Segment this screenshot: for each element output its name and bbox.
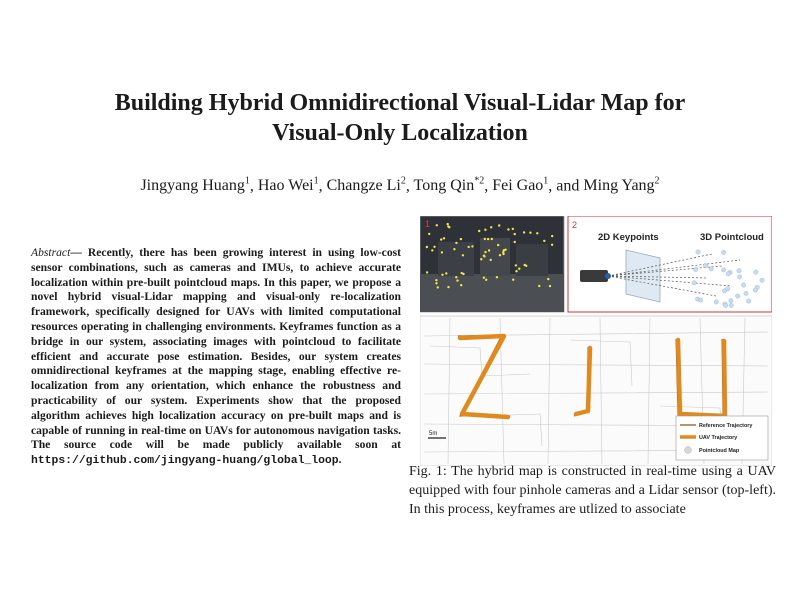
- keypoint: [485, 279, 487, 281]
- keypoint: [484, 229, 486, 231]
- author: Jingyang Huang$^1$: [140, 176, 250, 195]
- keypoint: [453, 248, 455, 250]
- cloud-point: [722, 250, 726, 254]
- cloud-point: [729, 298, 733, 302]
- panel-keypoint-pointcloud: [568, 216, 772, 312]
- keypoint: [460, 238, 462, 240]
- cloud-point: [721, 268, 725, 272]
- cloud-point: [744, 291, 748, 295]
- panel-camera-view: [420, 216, 564, 312]
- keypoint: [440, 238, 442, 240]
- keypoint: [471, 245, 473, 247]
- keypoints-label: 2D Keypoints: [598, 232, 659, 243]
- abstract-lead: Abstract: [31, 246, 71, 259]
- keypoint: [484, 238, 486, 240]
- keypoint: [488, 249, 490, 251]
- keypoint: [431, 249, 433, 251]
- keypoint: [447, 225, 449, 227]
- cloud-point: [723, 303, 727, 307]
- abstract-end: .: [338, 453, 342, 467]
- legend-pointcloud: Pointcloud Map: [699, 448, 740, 454]
- keypoint: [497, 244, 499, 246]
- keypoint: [428, 233, 430, 235]
- keypoint: [504, 249, 506, 251]
- keypoint: [518, 268, 520, 270]
- map-legend: [676, 416, 768, 460]
- figure-1-graphic: [420, 216, 772, 466]
- abstract: [31, 246, 401, 469]
- author: Hao Wei$^1$: [257, 176, 319, 195]
- cloud-point: [726, 287, 730, 291]
- svg-text:5m: 5m: [429, 431, 438, 437]
- cloud-point: [736, 294, 740, 298]
- source-code-link[interactable]: https://github.com/jingyang-huang/global_loop: [31, 455, 339, 468]
- keypoint: [483, 277, 485, 279]
- keypoint: [551, 235, 553, 237]
- keypoint: [491, 238, 493, 240]
- cloud-point: [760, 278, 764, 282]
- abstract-body: — Recently, there has been growing interest in using low-cost sensor combinations, such as cameras and IMUs, to achieve accurate localization within pre-built pointcloud maps. In this paper, we propose a novel hybrid visual-Lidar mapping and visual-only re-localization framework, specifically designed for UAVs with limited computational resources operating in challenging environments. Keyframes function as a bridge in our system, associating images with pointcloud to facilitate efficient and accurate pose estimation. Besides, our system creates omnidirectional keyframes at the mapping stage, enabling effective re-localization from any orientation, which enhance the robustness and practicability of our system. Experiments show that the proposed algorithm achieves high localization accuracy on pre-built maps and is capable of running in real-time on UAVs for autonomous navigation tasks. The source code will be made publicly available soon at: [31, 246, 401, 452]
- keypoint: [515, 270, 517, 272]
- cloud-point: [696, 250, 700, 254]
- keypoint: [498, 224, 500, 226]
- panel-1-label: 1: [425, 219, 431, 229]
- cloud-point: [729, 303, 733, 307]
- pointcloud-label: 3D Pointcloud: [700, 232, 764, 243]
- keypoint: [435, 279, 437, 281]
- keypoint: [455, 276, 457, 278]
- keypoint: [514, 233, 516, 235]
- keypoint: [447, 286, 449, 288]
- legend-uav: UAV Trajectory: [699, 435, 738, 441]
- figure-1: [420, 216, 772, 466]
- keypoint: [523, 231, 525, 233]
- keypoint: [443, 237, 445, 239]
- cloud-point: [753, 288, 757, 292]
- keypoint: [483, 255, 485, 257]
- keypoint: [487, 238, 489, 240]
- author: Ming Yang$^2$: [583, 176, 660, 195]
- keypoint: [536, 232, 538, 234]
- figure-caption: Fig. 1: The hybrid map is constructed in real-time using a UAV equipped with four pinhole cameras and a Lidar sensor (top-left). In this process, keyframes are utlized to associate: [409, 464, 776, 517]
- cloud-point: [692, 281, 696, 285]
- keypoint: [484, 251, 486, 253]
- keypoint: [426, 246, 428, 248]
- keypoint: [441, 251, 443, 253]
- keypoint: [547, 278, 549, 280]
- camera-icon: [580, 270, 608, 282]
- keypoint: [512, 279, 514, 281]
- keypoint: [490, 259, 492, 261]
- keypoint: [515, 264, 517, 266]
- keypoint: [512, 228, 514, 230]
- cloud-point: [694, 267, 698, 271]
- author: Changze Li$^2$: [326, 176, 406, 195]
- cloud-point: [738, 275, 742, 279]
- keypoint: [433, 246, 435, 248]
- keypoint: [478, 230, 480, 232]
- keypoint: [445, 272, 447, 274]
- keypoint: [436, 224, 438, 226]
- keypoint: [549, 285, 551, 287]
- keypoint: [447, 223, 449, 225]
- keypoint: [551, 244, 553, 246]
- cloud-point: [714, 300, 718, 304]
- keypoint: [462, 254, 464, 256]
- keypoint: [426, 271, 428, 273]
- keypoint: [538, 285, 540, 287]
- keypoint: [529, 232, 531, 234]
- keypoint: [490, 226, 492, 228]
- keypoint: [524, 264, 526, 266]
- cloud-point: [741, 283, 745, 287]
- author: Fei Gao$^1$: [492, 176, 549, 195]
- keypoint: [461, 272, 463, 274]
- keypoint: [507, 228, 509, 230]
- keypoint: [502, 253, 504, 255]
- keypoint: [496, 276, 498, 278]
- keypoint: [441, 274, 443, 276]
- title-line-2: Visual-Only Localization: [272, 120, 528, 146]
- author-list: Jingyang Huang$^1$, Hao Wei$^1$, Changze Li$^2$, Tong Qin$^{*2}$, Fei Gao$^1$, and Ming Yang$^2$: [140, 176, 660, 195]
- keypoint: [468, 246, 470, 248]
- paper-title: [40, 88, 760, 148]
- keypoint: [435, 282, 437, 284]
- legend-reference: Reference Trajectory: [699, 423, 753, 429]
- cloud-point: [703, 263, 707, 267]
- keypoint: [437, 286, 439, 288]
- title-line-1: Building Hybrid Omnidirectional Visual-Lidar Map for: [114, 90, 686, 116]
- panel-trajectory-map: [420, 316, 772, 466]
- keypoint: [455, 242, 457, 244]
- keypoint: [456, 279, 458, 281]
- cloud-point: [709, 267, 713, 271]
- cloud-point: [747, 299, 751, 303]
- cloud-point: [726, 272, 730, 276]
- keypoint: [514, 241, 516, 243]
- panel-2-label: 2: [572, 220, 578, 230]
- cloud-point: [754, 270, 758, 274]
- keypoint: [543, 240, 545, 242]
- keypoint: [460, 284, 462, 286]
- keypoint: [480, 258, 482, 260]
- author: Tong Qin$^{*2}$: [413, 176, 485, 195]
- cloud-point: [737, 269, 741, 273]
- cloud-point: [699, 298, 703, 302]
- keypoint: [499, 254, 501, 256]
- image-plane: [626, 250, 660, 302]
